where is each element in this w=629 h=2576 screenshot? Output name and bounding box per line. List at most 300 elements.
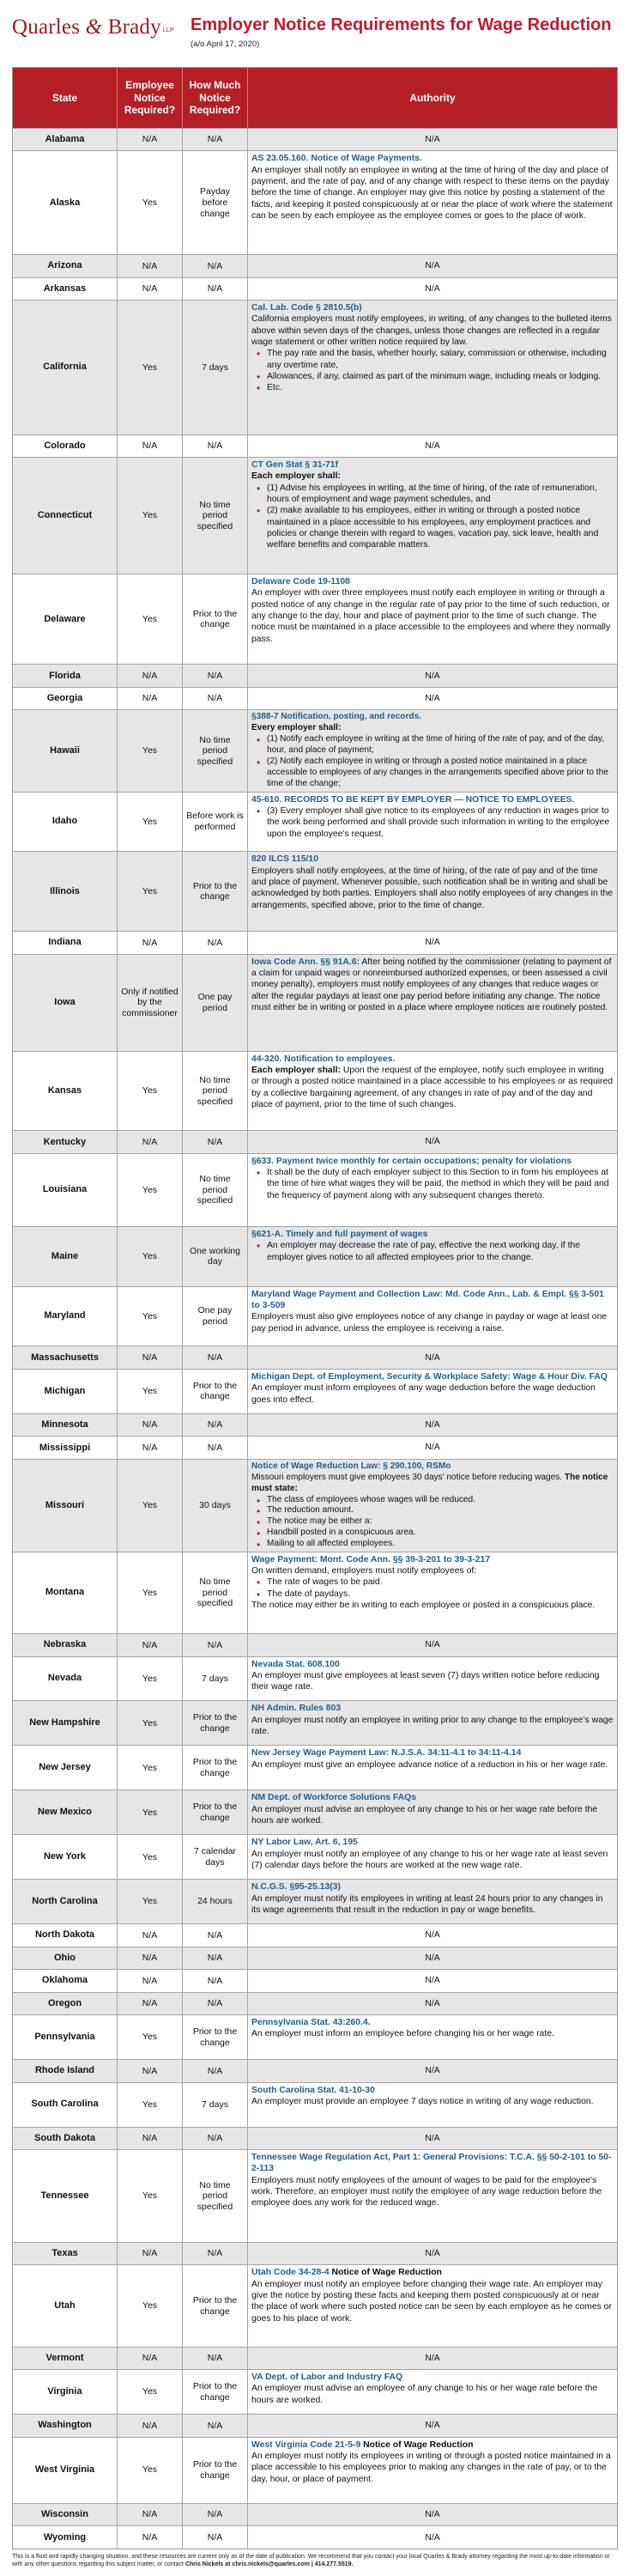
bullet-item: • It shall be the duty of each employer subject to this Section to in form his employees at the time of hire what wages they will be paid, the method in which they will be paid and the frequency of payment along with any subsequent changes thereto. (251, 1167, 614, 1201)
authority-citation (251, 2085, 614, 2096)
firm-logo (12, 15, 174, 39)
bullet-item: • The date of paydays. (251, 1589, 614, 1600)
bullet-item: • An employer may decrease the rate of pay, effective the next working day, if the employer gives notice to all affected employees prior to the change. (251, 1240, 614, 1263)
authority-text (251, 1311, 614, 1334)
notice-required-cell: Yes (118, 1657, 183, 1701)
notice-required-cell: N/A (118, 1414, 183, 1436)
authority-body: An employer must provide an employee 7 days notice in writing of any wage reduction. (251, 2096, 594, 2106)
notice-period-cell: N/A (183, 1437, 248, 1458)
citation-text: NM Dept. of Workforce Solutions FAQs (251, 1793, 417, 1803)
table-row (13, 128, 617, 150)
authority-citation (251, 1837, 614, 1848)
notice-period-cell: 7 days (183, 1657, 248, 1701)
citation-text: Tennessee Wage Regulation Act, Part 1: General Provisions: T.C.A. §§ 50-2-101 to 50-2-113 (251, 2152, 612, 2174)
citation-text: Cal. Lab. Code § 2810.5(b) (251, 303, 362, 313)
state-cell: Missouri (13, 1460, 118, 1552)
authority-body: An employer must advise an employee of any change to his or her wage rate before the hours are worked. (251, 2384, 598, 2405)
state-cell: Indiana (13, 932, 118, 953)
notice-period-cell: N/A (183, 129, 248, 150)
notice-required-cell: Yes (118, 710, 183, 791)
state-cell: Georgia (13, 688, 118, 709)
authority-body: An employer must inform employees of any wage deduction before the wage deduction goes into effect. (251, 1383, 596, 1405)
state-cell: Washington (13, 2415, 118, 2436)
notice-required-cell: N/A (118, 1634, 183, 1656)
table-row (13, 931, 617, 953)
authority-lead: Each employer shall: (251, 1065, 341, 1075)
notice-period-cell: N/A (183, 932, 248, 953)
notice-required-cell: N/A (118, 2348, 183, 2369)
notice-period-cell: Prior to the change (183, 2015, 248, 2059)
notice-period-cell: N/A (183, 255, 248, 276)
state-cell: Pennsylvania (13, 2015, 118, 2059)
authority-text (251, 165, 614, 222)
authority-cell: N/A (425, 283, 440, 294)
notice-required-cell: Yes (118, 2015, 183, 2059)
state-cell: Maine (13, 1227, 118, 1286)
bullet-item: • Etc. (251, 382, 614, 393)
authority-citation (251, 1371, 614, 1382)
state-cell: North Dakota (13, 1924, 118, 1946)
notice-period-cell: N/A (183, 1970, 248, 1991)
footer-phone: | 414.277.5519. (309, 2561, 354, 2568)
authority-bullet-list (251, 348, 614, 393)
logo-word-1: Quarles (12, 15, 81, 39)
authority-cell (248, 793, 617, 852)
table-row (13, 2437, 617, 2503)
notice-required-cell: Yes (118, 1880, 183, 1923)
state-cell: Louisiana (13, 1154, 118, 1226)
table-row (13, 457, 617, 574)
authority-citation (251, 1792, 614, 1803)
authority-citation (251, 1156, 614, 1167)
authority-body: An employer must give an employee advance notice of a reduction in his or her wage rate. (251, 1759, 608, 1770)
notice-period-cell: N/A (183, 688, 248, 709)
table-row (13, 300, 617, 434)
authority-citation (251, 1747, 614, 1759)
table-row (13, 1789, 617, 1834)
authority-cell: N/A (425, 694, 440, 703)
citation-text: 820 ILCS 115/10 (251, 854, 318, 865)
citation-text: §388-7 Notification, posting, and records. (251, 712, 421, 722)
bullet-item: • Allowances, if any, claimed as part of the minimum wage, including meals or lodging. (251, 371, 614, 382)
authority-cell: N/A (425, 1137, 440, 1147)
notice-required-cell: Only if notified by the commissioner (118, 955, 183, 1051)
state-cell: Mississippi (13, 1437, 118, 1458)
authority-body: An employer shall notify an employee in writing at the time of hiring of the day and place of payment, and the rate of pay, and of any change with respect to these items on the payday before the time of change. An employer may give this notice by posting a statement of the facts, and keeping it posted conspicuously at or near the place of work where the statement can be seen by each employee as the employee comes or goes to the place of work. (251, 165, 613, 222)
authority-citation (251, 854, 614, 865)
notice-required-cell: Yes (118, 1052, 183, 1131)
authority-lead: Every employer shall: (251, 723, 342, 733)
table-row (13, 1153, 617, 1226)
state-cell: Wisconsin (13, 2504, 118, 2525)
authority-citation (251, 712, 614, 723)
state-cell: Iowa (13, 955, 118, 1051)
authority-cell: N/A (425, 2353, 440, 2363)
notice-period-cell: Prior to the change (183, 2370, 248, 2414)
authority-bullet-list (251, 1495, 614, 1551)
citation-text: 44-320. Notification to employees. (251, 1054, 396, 1064)
logo-ampersand: & (85, 15, 103, 39)
notice-period-cell: One pay period (183, 1287, 248, 1346)
authority-text (251, 2451, 614, 2485)
authority-text (251, 2279, 614, 2324)
authority-cell (248, 1287, 617, 1346)
table-row (13, 1459, 617, 1552)
citation-text: Wage Payment: Mont. Code Ann. §§ 39-3-201 to 39-3-217 (251, 1554, 491, 1564)
notice-required-cell: Yes (118, 1552, 183, 1633)
authority-bullet-list (251, 1577, 614, 1600)
state-cell: Oregon (13, 1993, 118, 2014)
notice-required-cell: Yes (118, 1790, 183, 1834)
citation-text: CT Gen Stat § 31-71f (251, 460, 339, 470)
authority-cell (248, 1746, 617, 1789)
citation-text: N.C.G.S. §95-25.13(3) (251, 1882, 341, 1893)
state-cell: Arkansas (13, 278, 118, 300)
notice-required-cell: N/A (118, 1346, 183, 1368)
authority-body: An employer must advise an employee of any change to his or her wage rate before the hours are worked. (251, 1804, 598, 1826)
citation-text: West Virginia Code 21-5-9 (251, 2439, 361, 2450)
state-cell: New York (13, 1835, 118, 1879)
table-header (13, 68, 617, 128)
authority-citation (251, 576, 614, 587)
authority-cell (248, 2083, 617, 2127)
state-cell: West Virginia (13, 2438, 118, 2503)
authority-cell: N/A (425, 1419, 440, 1430)
citation-text: NH Admin. Rules 803 (251, 1704, 342, 1714)
authority-text (251, 1849, 614, 1872)
table-row (13, 1992, 617, 2014)
state-cell: Arizona (13, 255, 118, 276)
notice-period-cell: 7 days (183, 301, 248, 434)
table-row (13, 709, 617, 791)
citation-text: Maryland Wage Payment and Collection Law: Md. Code Ann., Lab. & Empl. §§ 3-501 to 3-509 (251, 1289, 604, 1310)
authority-citation (251, 302, 614, 313)
authority-cell: N/A (425, 1998, 440, 2008)
authority-cell (248, 2438, 617, 2503)
table-row (13, 1969, 617, 1991)
notice-period-cell: N/A (183, 665, 248, 686)
notice-required-cell: N/A (118, 1131, 183, 1152)
authority-cell: N/A (425, 1443, 440, 1453)
table-row (13, 1700, 617, 1745)
notice-period-cell: One pay period (183, 955, 248, 1051)
notice-required-cell: N/A (118, 1437, 183, 1458)
notice-period-cell: N/A (183, 2526, 248, 2548)
authority-cell: N/A (425, 440, 440, 451)
page-title: Employer Notice Requirements for Wage Reduction (191, 15, 612, 34)
notice-required-cell: Yes (118, 1227, 183, 1286)
notice-required-cell: Yes (118, 2438, 183, 2503)
footer-contact: Chris Nickels at chris.nickels@quarles.com (184, 2561, 310, 2568)
notice-period-cell: N/A (183, 1346, 248, 1368)
notice-required-cell: N/A (118, 129, 183, 150)
notice-period-cell: N/A (183, 1634, 248, 1656)
notice-required-cell: N/A (118, 2128, 183, 2149)
authority-cell (248, 2015, 617, 2059)
notice-required-cell: Yes (118, 2370, 183, 2414)
authority-body: On written demand, employers must notify employees of: (251, 1566, 477, 1577)
authority-body: An employer must notify an employee before changing their wage rate. An employer may give the notice by posting these facts and keeping them posted conspicuously at or near the place of work where such posted notice can be seen by each employee as he comes or goes to his place of work. (251, 2279, 612, 2324)
notice-required-cell: N/A (118, 2526, 183, 2548)
state-cell: New Jersey (13, 1746, 118, 1789)
authority-cell: N/A (425, 2066, 440, 2076)
authority-cell: N/A (425, 1640, 440, 1650)
notice-period-cell: N/A (183, 2348, 248, 2369)
state-cell: Idaho (13, 793, 118, 852)
notice-period-cell: No time period specified (183, 710, 248, 791)
authority-text (251, 587, 614, 645)
notice-required-cell: N/A (118, 435, 183, 457)
authority-cell: N/A (425, 2133, 440, 2143)
column-header-notice-required: Employee Notice Required? (118, 68, 183, 128)
table-row (13, 1286, 617, 1346)
state-cell: Alabama (13, 129, 118, 150)
authority-emphasis: The notice must state: (251, 1472, 608, 1493)
logo-llp: LLP (162, 27, 174, 33)
authority-cell (248, 710, 617, 791)
authority-text (251, 866, 614, 911)
citation-text: Iowa Code Ann. §§ 91A.6: (251, 957, 360, 967)
notice-required-cell: N/A (118, 1924, 183, 1946)
authority-citation (251, 1554, 614, 1565)
authority-body: An employer must notify its employees in writing at least 24 hours prior to any changes in its wage agreements that result in the reduction in pay or wage benefits. (251, 1893, 603, 1915)
authority-text (251, 1804, 614, 1827)
notice-required-cell: Yes (118, 1370, 183, 1413)
notice-period-cell: No time period specified (183, 1154, 248, 1226)
notice-period-cell: N/A (183, 2060, 248, 2081)
notice-period-cell: N/A (183, 278, 248, 300)
state-cell: Montana (13, 1552, 118, 1633)
authority-cell (248, 151, 617, 254)
state-cell: North Carolina (13, 1880, 118, 1923)
authority-text (251, 1715, 614, 1738)
authority-citation (251, 2152, 614, 2175)
state-cell: Ohio (13, 1947, 118, 1969)
table-row (13, 1656, 617, 1701)
notice-required-cell: Yes (118, 301, 183, 434)
authority-citation (251, 1289, 614, 1312)
authority-cell (248, 1052, 617, 1131)
notice-period-cell: Prior to the change (183, 1790, 248, 1834)
bullet-item: • (1) Advise his employees in writing, at the time of hiring, of the rate of remuneration, hours of employment and wage payment schedules, and (251, 483, 614, 506)
authority-cell: N/A (425, 261, 440, 271)
citation-text: Utah Code 34-28-4 (251, 2268, 330, 2278)
notice-required-cell: N/A (118, 2060, 183, 2081)
state-cell: Maryland (13, 1287, 118, 1346)
notice-required-cell: Yes (118, 1835, 183, 1879)
notice-period-cell: N/A (183, 1924, 248, 1946)
footer-text: This is a fluid and rapidly changing situation, and these resources are current only as of the date of publication. We recommend that you contact your local Quarles & Brady attorney regarding the most up-to-date information or with any other questions regarding this subject matter, or contact (12, 2554, 610, 2568)
citation-text: §621-A. Timely and full payment of wages (251, 1229, 428, 1239)
authority-cell: N/A (425, 2421, 440, 2431)
authority-cell: N/A (425, 2532, 440, 2543)
notice-required-cell: Yes (118, 2150, 183, 2242)
table-row (13, 1923, 617, 1946)
table-row (13, 2503, 617, 2525)
notice-period-cell: 7 calendar days (183, 1835, 248, 1879)
authority-text (251, 313, 614, 348)
authority-body: Upon the request of the employee, notify such employee in writing or through a posted notice maintained in a place accessible to his employees or as required by a collective bargaining agreement, of any changes in rate of pay and of the day and place of payment, prior to the time of such changes. (251, 1065, 614, 1109)
table-row (13, 2347, 617, 2369)
authority-citation (251, 1461, 614, 1473)
authority-cell (248, 1790, 617, 1834)
state-cell: South Carolina (13, 2083, 118, 2127)
notice-required-cell: N/A (118, 932, 183, 953)
citation-text: VA Dept. of Labor and Industry FAQ (251, 2372, 403, 2383)
state-cell: Texas (13, 2243, 118, 2264)
table-row (13, 2414, 617, 2436)
footer-disclaimer (12, 2553, 618, 2569)
state-cell: Colorado (13, 435, 118, 457)
notice-period-cell: N/A (183, 2504, 248, 2525)
authority-cell: N/A (425, 135, 440, 145)
state-cell: Delaware (13, 574, 118, 664)
state-cell: Alaska (13, 151, 118, 254)
authority-citation (251, 1881, 614, 1893)
table-row (13, 150, 617, 254)
citation-plain-text: After being notified by the commissioner (relating to payment of a claim for unpaid wages or nonreimbursed authorized expenses, or been assessed a civil money penalty), employers must notify employees of any changes that reduce wages or alter the regular paydays at least one pay period before initiating any change. The notice must either be in writing or posted in a place where employee notices are routinely posted. (251, 957, 612, 1012)
authority-body: Employers must also give employees notice of any change in payday or wage at least one pay period in advance, unless the employee is receiving a raise. (251, 1312, 608, 1334)
table-row (13, 1130, 617, 1152)
bullet-item: • The pay rate and the basis, whether hourly, salary, commission or otherwise, including any overtime rate, (251, 348, 614, 371)
authority-cell: N/A (425, 1352, 440, 1363)
page-header (12, 10, 618, 60)
authority-body: An employer must notify an employee in writing prior to any change to the employee’s wage rate. (251, 1715, 614, 1737)
notice-required-cell: N/A (118, 2243, 183, 2264)
state-cell: Vermont (13, 2348, 118, 2369)
authority-citation (251, 2267, 614, 2278)
column-header-authority: Authority (409, 91, 456, 104)
authority-bullet-list (251, 805, 614, 840)
state-cell: Nevada (13, 1657, 118, 1701)
notice-period-cell: 7 days (183, 2083, 248, 2127)
table-row (13, 1051, 617, 1131)
authority-citation (251, 2439, 614, 2451)
authority-cell: N/A (425, 1953, 440, 1963)
table-row (13, 1947, 617, 1969)
table-row (13, 1346, 617, 1368)
state-cell: California (13, 301, 118, 434)
notice-required-cell: Yes (118, 574, 183, 664)
notice-period-cell: Prior to the change (183, 2438, 248, 2503)
notice-period-cell: N/A (183, 1414, 248, 1436)
citation-text: Delaware Code 19-1108 (251, 577, 350, 587)
authority-citation (251, 459, 614, 471)
authority-text (251, 1759, 614, 1771)
state-cell: Kentucky (13, 1131, 118, 1152)
state-cell: Kansas (13, 1052, 118, 1131)
notice-required-cell: Yes (118, 1154, 183, 1226)
citation-text: Pennsylvania Stat. 43:260.4. (251, 2018, 371, 2028)
notice-required-cell: Yes (118, 151, 183, 254)
logo-word-2: Brady (107, 15, 161, 39)
requirements-table (12, 67, 618, 2549)
authority-body: An employer must inform an employee before changing his or her wage rate. (251, 2029, 554, 2039)
notice-required-cell: N/A (118, 2504, 183, 2525)
table-row (13, 2149, 617, 2242)
citation-text: Michigan Dept. of Employment, Security & Workplace Safety: Wage & Hour Div. FAQ (251, 1371, 608, 1382)
citation-text: §633. Payment twice monthly for certain occupations; penalty for violations (251, 1156, 572, 1166)
authority-cell (248, 1701, 617, 1745)
table-row (13, 2127, 617, 2149)
authority-citation (251, 2017, 614, 2028)
state-cell: New Hampshire (13, 1701, 118, 1745)
notice-required-cell: Yes (118, 793, 183, 852)
notice-required-cell: N/A (118, 1947, 183, 1969)
authority-cell (248, 2370, 617, 2414)
table-row (13, 1369, 617, 1413)
state-cell: Minnesota (13, 1414, 118, 1436)
notice-required-cell: N/A (118, 1993, 183, 2014)
table-row (13, 954, 617, 1051)
table-row (13, 1834, 617, 1879)
authority-body: Employers shall notify employees, at the time of hiring, of the rate of pay and of the time and place of payment. Whenever possible, such notification shall be in writing and shall be acknowledged by both parties. Employers shall also notify employees of any changes in the arrangements, specified above, prior to the time of change. (251, 866, 614, 910)
notice-required-cell: N/A (118, 278, 183, 300)
table-row (13, 434, 617, 457)
authority-cell: N/A (425, 1976, 440, 1986)
table-row (13, 664, 617, 686)
citation-text: AS 23.05.160. Notice of Wage Payments. (251, 154, 422, 164)
notice-period-cell: N/A (183, 1131, 248, 1152)
state-cell: New Mexico (13, 1790, 118, 1834)
notice-period-cell: Prior to the change (183, 1701, 248, 1745)
citation-text: 45-610. RECORDS TO BE KEPT BY EMPLOYER — NOTICE TO EMPLOYEES. (251, 794, 575, 805)
table-row (13, 2369, 617, 2414)
notice-period-cell: N/A (183, 1993, 248, 2014)
table-row (13, 1226, 617, 1286)
notice-period-cell: Before work is performed (183, 793, 248, 852)
notice-period-cell: N/A (183, 2128, 248, 2149)
authority-cell (248, 2150, 617, 2242)
bullet-item: • The class of employees whose wages will be reduced. (251, 1495, 614, 1506)
table-row (13, 2264, 617, 2346)
authority-text (251, 1670, 614, 1693)
notice-required-cell: N/A (118, 2415, 183, 2436)
state-cell: Connecticut (13, 458, 118, 574)
authority-text (251, 1893, 614, 1917)
bullet-item: • (2) Notify each employee in writing or through a posted notice maintained in a place accessible to employees of any changes in the arrangements specified above prior to the time of the change; (251, 756, 614, 790)
notice-period-cell: 24 hours (183, 1880, 248, 1923)
authority-cell: N/A (425, 671, 440, 681)
table-row (13, 792, 617, 852)
table-row (13, 1633, 617, 1656)
state-cell: Illinois (13, 852, 118, 931)
table-row (13, 2059, 617, 2081)
authority-cell (248, 1835, 617, 1879)
authority-bullet-list (251, 1240, 614, 1263)
column-header-how-much-notice: How Much Notice Required? (183, 68, 248, 128)
authority-cell (248, 1460, 617, 1552)
table-row (13, 1879, 617, 1923)
bullet-item: • (3) Every employer shall give notice to its employees of any reduction in wages prior to the work being performed and shall provide such information in writing to the employee upon the employee’s request. (251, 805, 614, 840)
authority-text (251, 1565, 614, 1577)
state-cell: South Dakota (13, 2128, 118, 2149)
notice-required-cell: Yes (118, 2083, 183, 2127)
authority-citation (251, 153, 614, 164)
table-row (13, 277, 617, 300)
state-cell: Oklahoma (13, 1970, 118, 1991)
state-cell: Florida (13, 665, 118, 686)
notice-required-cell: N/A (118, 255, 183, 276)
state-cell: Nebraska (13, 1634, 118, 1656)
state-cell: Hawaii (13, 710, 118, 791)
authority-text (251, 471, 614, 482)
citation-text: NY Labor Law, Art. 6, 195 (251, 1838, 358, 1848)
authority-text (251, 2383, 614, 2406)
bullet-item: • (1) Notify each employee in writing at the time of hiring of the rate of pay, and of the day, hour, and place of payment; (251, 734, 614, 756)
notice-period-cell: N/A (183, 1947, 248, 1969)
state-cell: Wyoming (13, 2526, 118, 2548)
